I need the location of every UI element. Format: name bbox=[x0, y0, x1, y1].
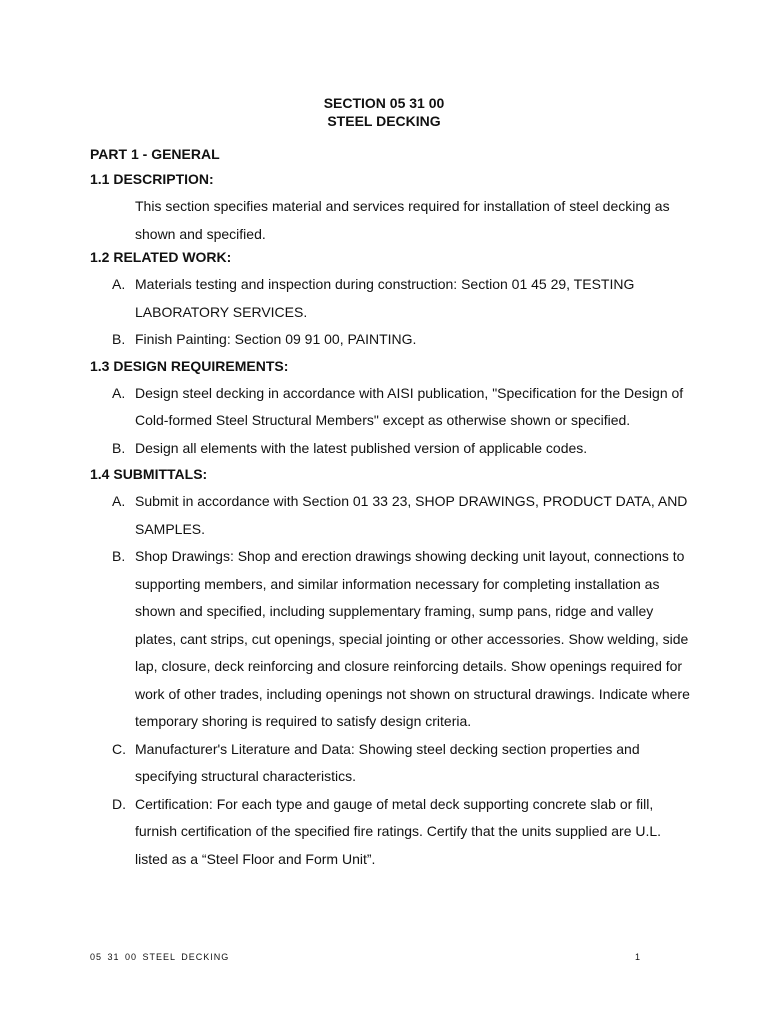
item-text: Design all elements with the latest published version of applicable codes. bbox=[135, 439, 588, 456]
description-heading: 1.1 DESCRIPTION: bbox=[90, 171, 214, 187]
item-text: Finish Painting: Section 09 91 00, PAINTING. bbox=[135, 331, 417, 347]
list-item bbox=[90, 435, 690, 463]
list-item bbox=[90, 380, 690, 435]
item-text: Certification: For each type and gauge of metal deck supporting concrete slab or fill, furnish certification of the specified fire ratings. Certify that the units supplied are U.L. listed as a “Steel Floor and Form Unit”. bbox=[135, 795, 662, 867]
list-item bbox=[90, 736, 690, 791]
design-requirements-heading: 1.3 DESIGN REQUIREMENTS: bbox=[90, 357, 289, 374]
list-item bbox=[90, 791, 690, 874]
item-text: Materials testing and inspection during construction: Section 01 45 29, TESTING LABORATORY SERVICES. bbox=[135, 276, 635, 320]
list-item bbox=[90, 326, 690, 354]
item-letter: B. bbox=[112, 439, 126, 456]
submittals-heading: 1.4 SUBMITTALS: bbox=[90, 466, 208, 482]
section-title: STEEL DECKING bbox=[327, 113, 441, 129]
item-letter: A. bbox=[112, 384, 126, 401]
footer-label: 05 31 00 STEEL DECKING bbox=[90, 952, 230, 962]
related-work-list bbox=[90, 271, 690, 354]
item-text: Design steel decking in accordance with AISI publication, "Specification for the Design of Cold-formed Steel Structural Members" except as otherwise shown or specified. bbox=[135, 384, 684, 428]
section-header bbox=[0, 94, 768, 130]
list-item bbox=[90, 271, 690, 326]
page-footer bbox=[90, 952, 640, 962]
list-item bbox=[90, 488, 690, 543]
item-letter: A. bbox=[112, 493, 126, 509]
page-number: 1 bbox=[634, 952, 640, 962]
item-letter: B. bbox=[112, 548, 126, 564]
related-work-heading: 1.2 RELATED WORK: bbox=[90, 249, 232, 265]
submittals-list bbox=[90, 488, 690, 873]
item-letter: D. bbox=[112, 795, 126, 812]
document-body bbox=[90, 145, 690, 876]
item-letter: A. bbox=[112, 276, 126, 292]
part-title: PART 1 - GENERAL bbox=[90, 146, 220, 162]
list-item bbox=[90, 543, 690, 736]
item-letter: C. bbox=[112, 740, 126, 757]
item-text: Submit in accordance with Section 01 33 23, SHOP DRAWINGS, PRODUCT DATA, AND SAMPLES. bbox=[135, 493, 688, 537]
description-text: This section specifies material and services required for installation of steel decking as shown and specified. bbox=[135, 198, 670, 242]
item-letter: B. bbox=[112, 331, 126, 347]
item-text: Manufacturer's Literature and Data: Showing steel decking section properties and specifying structural characteristics. bbox=[135, 740, 640, 784]
design-requirements-list bbox=[90, 380, 690, 463]
section-number: SECTION 05 31 00 bbox=[323, 95, 445, 111]
item-text: Shop Drawings: Shop and erection drawings showing decking unit layout, connections to supporting members, and similar information necessary for completing installation as shown and specified, including supplementary framing, sump pans, ridge and valley plates, cant strips, cut openings, special jointing or other accessories. Show welding, side lap, closure, deck reinforcing and closure reinforcing details. Show openings required for work of other trades, including openings not shown on structural drawings. Indicate where temporary shoring is required to satisfy design criteria. bbox=[135, 548, 690, 729]
